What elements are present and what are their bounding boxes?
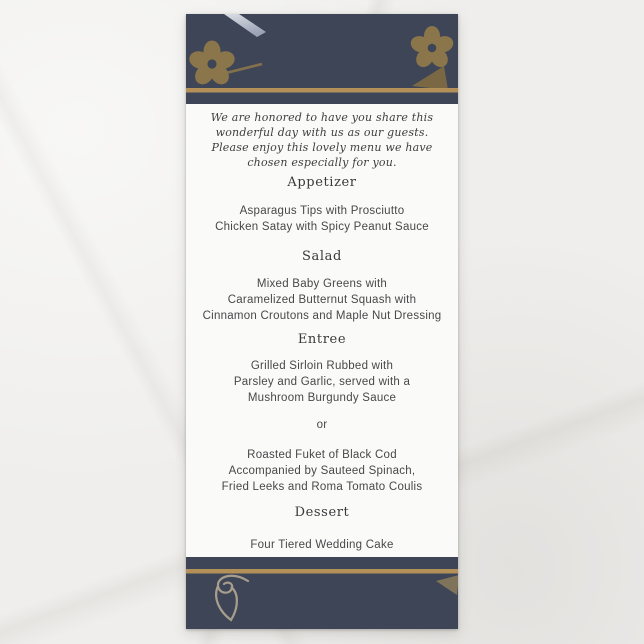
menu-item: Fried Leeks and Roma Tomato Coulis bbox=[221, 481, 423, 493]
menu-card[interactable] bbox=[186, 14, 458, 629]
menu-item: Chicken Satay with Spicy Peanut Sauce bbox=[215, 221, 429, 233]
appetizer-items bbox=[186, 203, 458, 235]
menu-item: Caramelized Butternut Squash with bbox=[227, 294, 417, 306]
welcome-line: We are honored to have you share this bbox=[210, 111, 434, 124]
menu-item: Asparagus Tips with Prosciutto bbox=[239, 205, 405, 217]
salad-items bbox=[186, 276, 458, 324]
menu-item: Mixed Baby Greens with bbox=[256, 278, 388, 290]
menu-item: Roasted Fuket of Black Cod bbox=[247, 449, 397, 461]
entree-choice-1 bbox=[186, 358, 458, 406]
menu-item: Grilled Sirloin Rubbed with bbox=[250, 360, 394, 372]
menu-item: Four Tiered Wedding Cake bbox=[250, 539, 394, 551]
dessert-items bbox=[186, 537, 458, 553]
welcome-message bbox=[186, 110, 458, 170]
menu-body bbox=[186, 104, 458, 557]
section-title-entree: Entree bbox=[297, 332, 347, 347]
menu-item: Parsley and Garlic, served with a bbox=[233, 376, 411, 388]
section-title-dessert: Dessert bbox=[294, 505, 350, 520]
section-title-salad: Salad bbox=[302, 249, 342, 264]
welcome-line: Please enjoy this lovely menu we have bbox=[211, 141, 433, 154]
section-title-appetizer: Appetizer bbox=[287, 175, 357, 190]
welcome-line: wonderful day with us as our guests. bbox=[215, 126, 429, 139]
entree-separator: or bbox=[316, 419, 328, 431]
menu-item: Cinnamon Croutons and Maple Nut Dressing bbox=[202, 310, 442, 322]
floral-ornament-bottom-icon bbox=[186, 557, 458, 629]
menu-item: Accompanied by Sauteed Spinach, bbox=[228, 465, 416, 477]
floral-ornament-top-icon bbox=[186, 14, 458, 104]
entree-choice-2 bbox=[186, 447, 458, 495]
bottom-border-panel bbox=[186, 557, 458, 629]
welcome-line: chosen especially for you. bbox=[247, 156, 397, 169]
top-border-panel bbox=[186, 14, 458, 104]
menu-item: Mushroom Burgundy Sauce bbox=[247, 392, 397, 404]
